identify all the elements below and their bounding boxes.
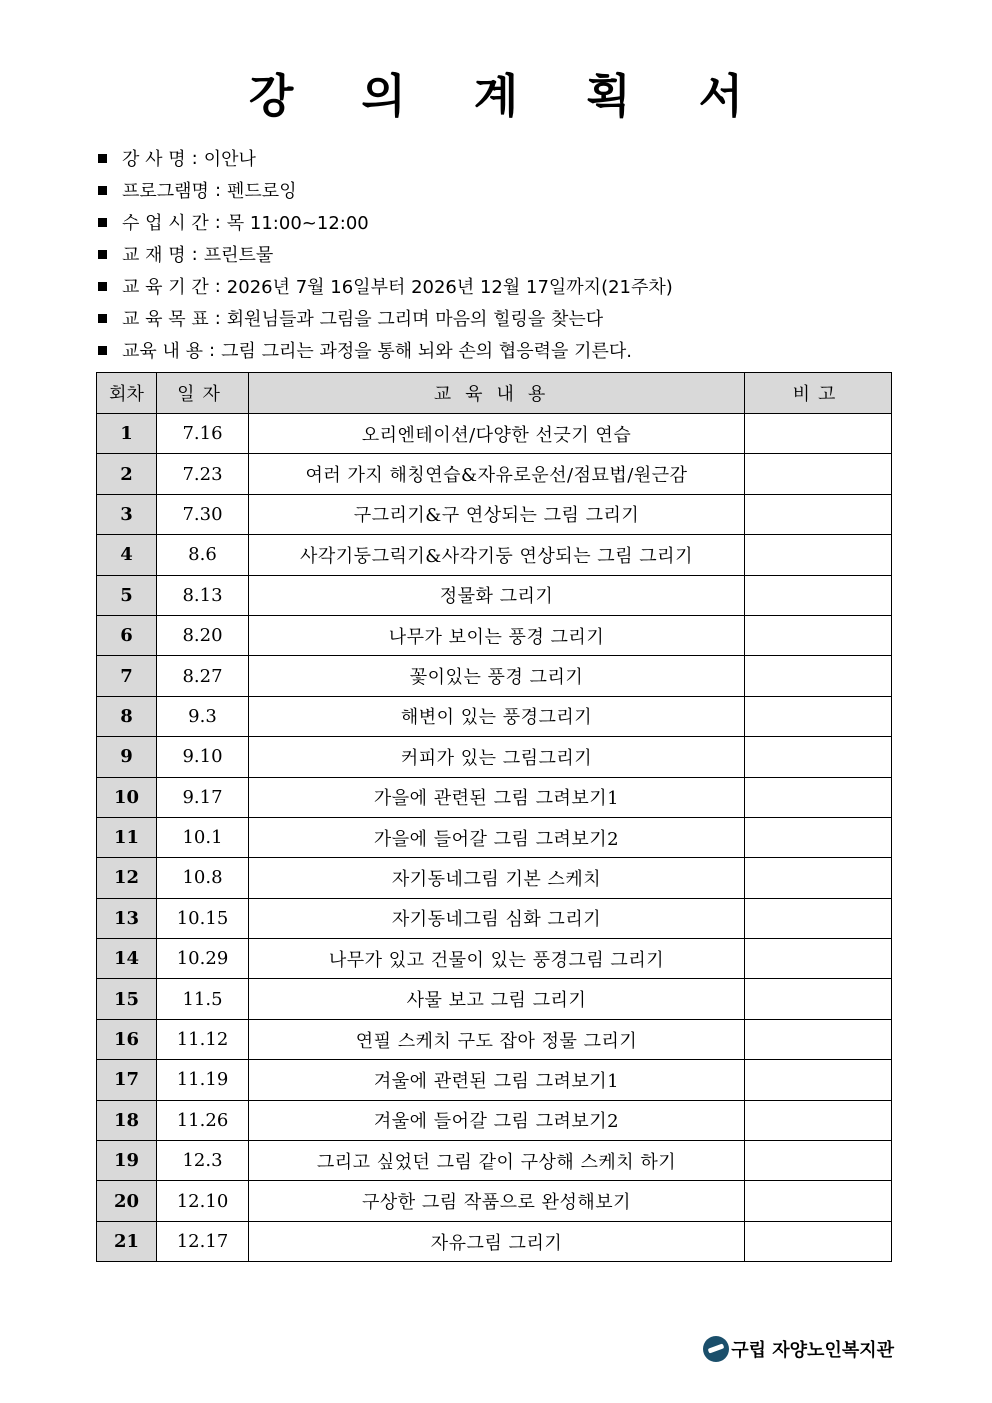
session-date: 7.16	[157, 414, 249, 454]
session-number: 2	[97, 454, 157, 494]
session-number: 9	[97, 737, 157, 777]
session-number: 7	[97, 656, 157, 696]
session-date: 12.3	[157, 1141, 249, 1181]
session-number: 14	[97, 939, 157, 979]
table-row	[97, 817, 892, 857]
session-content: 겨울에 관련된 그림 그려보기1	[249, 1060, 745, 1100]
session-note	[745, 454, 892, 494]
table-row	[97, 494, 892, 534]
info-label: 교 육 목 표	[122, 309, 209, 330]
session-date: 10.29	[157, 939, 249, 979]
table-row	[97, 939, 892, 979]
session-note	[745, 939, 892, 979]
session-number: 12	[97, 858, 157, 898]
session-number: 18	[97, 1100, 157, 1140]
info-separator: :	[214, 275, 221, 297]
table-row	[97, 858, 892, 898]
info-value: 목 11:00~12:00	[226, 213, 369, 234]
header-content: 교육내용	[249, 373, 745, 414]
session-date: 8.27	[157, 656, 249, 696]
info-value: 2026년 7월 16일부터 2026년 12월 17일까지(21주차)	[226, 277, 673, 298]
session-date: 9.10	[157, 737, 249, 777]
table-row	[97, 1019, 892, 1059]
info-label: 수 업 시 간	[122, 213, 209, 234]
page-title: 강 의 계 획 서	[248, 69, 770, 123]
session-number: 19	[97, 1141, 157, 1181]
session-date: 10.1	[157, 817, 249, 857]
session-content: 가을에 관련된 그림 그려보기1	[249, 777, 745, 817]
session-date: 12.17	[157, 1221, 249, 1261]
session-number: 1	[97, 414, 157, 454]
session-date: 9.3	[157, 696, 249, 736]
session-note	[745, 1221, 892, 1261]
table-row	[97, 696, 892, 736]
table-row	[97, 575, 892, 615]
session-content: 사각기둥그릭기&사각기둥 연상되는 그림 그리기	[249, 535, 745, 575]
table-row	[97, 656, 892, 696]
session-content: 정물화 그리기	[249, 575, 745, 615]
info-separator: :	[214, 307, 221, 329]
session-note	[745, 414, 892, 454]
session-note	[745, 898, 892, 938]
bullet-square-icon	[98, 154, 107, 163]
session-note	[745, 1019, 892, 1059]
info-value: 프린트물	[203, 245, 274, 266]
table-row	[97, 1181, 892, 1221]
session-number: 6	[97, 615, 157, 655]
session-note	[745, 615, 892, 655]
table-row	[97, 535, 892, 575]
info-row	[98, 334, 673, 366]
info-separator: :	[191, 243, 198, 265]
session-content: 가을에 들어갈 그림 그려보기2	[249, 817, 745, 857]
table-row	[97, 1100, 892, 1140]
bullet-square-icon	[98, 186, 107, 195]
session-content: 연필 스케치 구도 잡아 정물 그리기	[249, 1019, 745, 1059]
session-date: 10.15	[157, 898, 249, 938]
session-content: 여러 가지 해칭연습&자유로운선/점묘법/원근감	[249, 454, 745, 494]
session-number: 15	[97, 979, 157, 1019]
session-content: 꽃이있는 풍경 그리기	[249, 656, 745, 696]
session-note	[745, 777, 892, 817]
info-label: 강 사 명	[122, 149, 186, 170]
table-body	[97, 414, 892, 1262]
session-number: 5	[97, 575, 157, 615]
info-label: 프로그램명	[122, 181, 209, 202]
bullet-square-icon	[98, 314, 107, 323]
organization-logo-icon	[703, 1336, 729, 1362]
header-session-no: 회차	[97, 373, 157, 414]
info-row	[98, 270, 673, 302]
header-date: 일자	[157, 373, 249, 414]
session-content: 커피가 있는 그림그리기	[249, 737, 745, 777]
session-date: 7.23	[157, 454, 249, 494]
session-date: 8.6	[157, 535, 249, 575]
session-date: 11.26	[157, 1100, 249, 1140]
session-content: 오리엔테이션/다양한 선긋기 연습	[249, 414, 745, 454]
session-note	[745, 535, 892, 575]
bullet-square-icon	[98, 346, 107, 355]
info-separator: :	[209, 339, 216, 361]
info-label: 교 육 기 간	[122, 277, 209, 298]
session-number: 8	[97, 696, 157, 736]
info-value: 그림 그리는 과정을 통해 뇌와 손의 협응력을 기른다.	[221, 341, 632, 362]
session-note	[745, 696, 892, 736]
info-separator: :	[214, 211, 221, 233]
session-content: 나무가 있고 건물이 있는 풍경그림 그리기	[249, 939, 745, 979]
footer-organization	[703, 1336, 894, 1362]
session-date: 11.12	[157, 1019, 249, 1059]
table-row	[97, 737, 892, 777]
session-content: 구그리기&구 연상되는 그림 그리기	[249, 494, 745, 534]
table-header-row	[97, 373, 892, 414]
session-number: 10	[97, 777, 157, 817]
table-row	[97, 1060, 892, 1100]
session-date: 10.8	[157, 858, 249, 898]
info-row	[98, 302, 673, 334]
session-content: 구상한 그림 작품으로 완성해보기	[249, 1181, 745, 1221]
session-date: 11.5	[157, 979, 249, 1019]
course-info-list	[98, 142, 673, 366]
session-note	[745, 494, 892, 534]
session-content: 나무가 보이는 풍경 그리기	[249, 615, 745, 655]
session-note	[745, 1100, 892, 1140]
session-number: 3	[97, 494, 157, 534]
session-number: 11	[97, 817, 157, 857]
session-content: 해변이 있는 풍경그리기	[249, 696, 745, 736]
session-content: 자기동네그림 심화 그리기	[249, 898, 745, 938]
session-note	[745, 1181, 892, 1221]
session-number: 21	[97, 1221, 157, 1261]
session-number: 4	[97, 535, 157, 575]
header-note: 비고	[745, 373, 892, 414]
session-date: 9.17	[157, 777, 249, 817]
info-label: 교육 내 용	[122, 341, 203, 362]
info-row	[98, 142, 673, 174]
info-value: 회원님들과 그림을 그리며 마음의 힐링을 찾는다	[226, 309, 604, 330]
session-note	[745, 575, 892, 615]
session-number: 16	[97, 1019, 157, 1059]
lecture-plan-table	[96, 372, 892, 1262]
bullet-square-icon	[98, 282, 107, 291]
session-note	[745, 1060, 892, 1100]
bullet-square-icon	[98, 250, 107, 259]
table-row	[97, 777, 892, 817]
session-date: 7.30	[157, 494, 249, 534]
session-date: 12.10	[157, 1181, 249, 1221]
table-row	[97, 454, 892, 494]
session-note	[745, 858, 892, 898]
session-date: 8.20	[157, 615, 249, 655]
session-date: 11.19	[157, 1060, 249, 1100]
info-value: 펜드로잉	[227, 181, 297, 202]
session-content: 자유그림 그리기	[249, 1221, 745, 1261]
session-note	[745, 1141, 892, 1181]
table-row	[97, 979, 892, 1019]
session-content: 그리고 싶었던 그림 같이 구상해 스케치 하기	[249, 1141, 745, 1181]
session-date: 8.13	[157, 575, 249, 615]
session-content: 사물 보고 그림 그리기	[249, 979, 745, 1019]
session-number: 17	[97, 1060, 157, 1100]
info-value: 이안나	[203, 149, 256, 170]
session-content: 자기동네그림 기본 스케치	[249, 858, 745, 898]
info-label: 교 재 명	[122, 245, 186, 266]
session-note	[745, 979, 892, 1019]
info-row	[98, 238, 673, 270]
session-note	[745, 656, 892, 696]
session-content: 겨울에 들어갈 그림 그려보기2	[249, 1100, 745, 1140]
session-note	[745, 817, 892, 857]
bullet-square-icon	[98, 218, 107, 227]
table-row	[97, 1221, 892, 1261]
session-note	[745, 737, 892, 777]
organization-name: 구립 자양노인복지관	[731, 1340, 894, 1361]
info-separator: :	[214, 179, 222, 201]
info-separator: :	[191, 147, 198, 169]
info-row	[98, 174, 673, 206]
table-row	[97, 898, 892, 938]
info-row	[98, 206, 673, 238]
session-number: 13	[97, 898, 157, 938]
table-row	[97, 1141, 892, 1181]
table-row	[97, 414, 892, 454]
table-row	[97, 615, 892, 655]
session-number: 20	[97, 1181, 157, 1221]
